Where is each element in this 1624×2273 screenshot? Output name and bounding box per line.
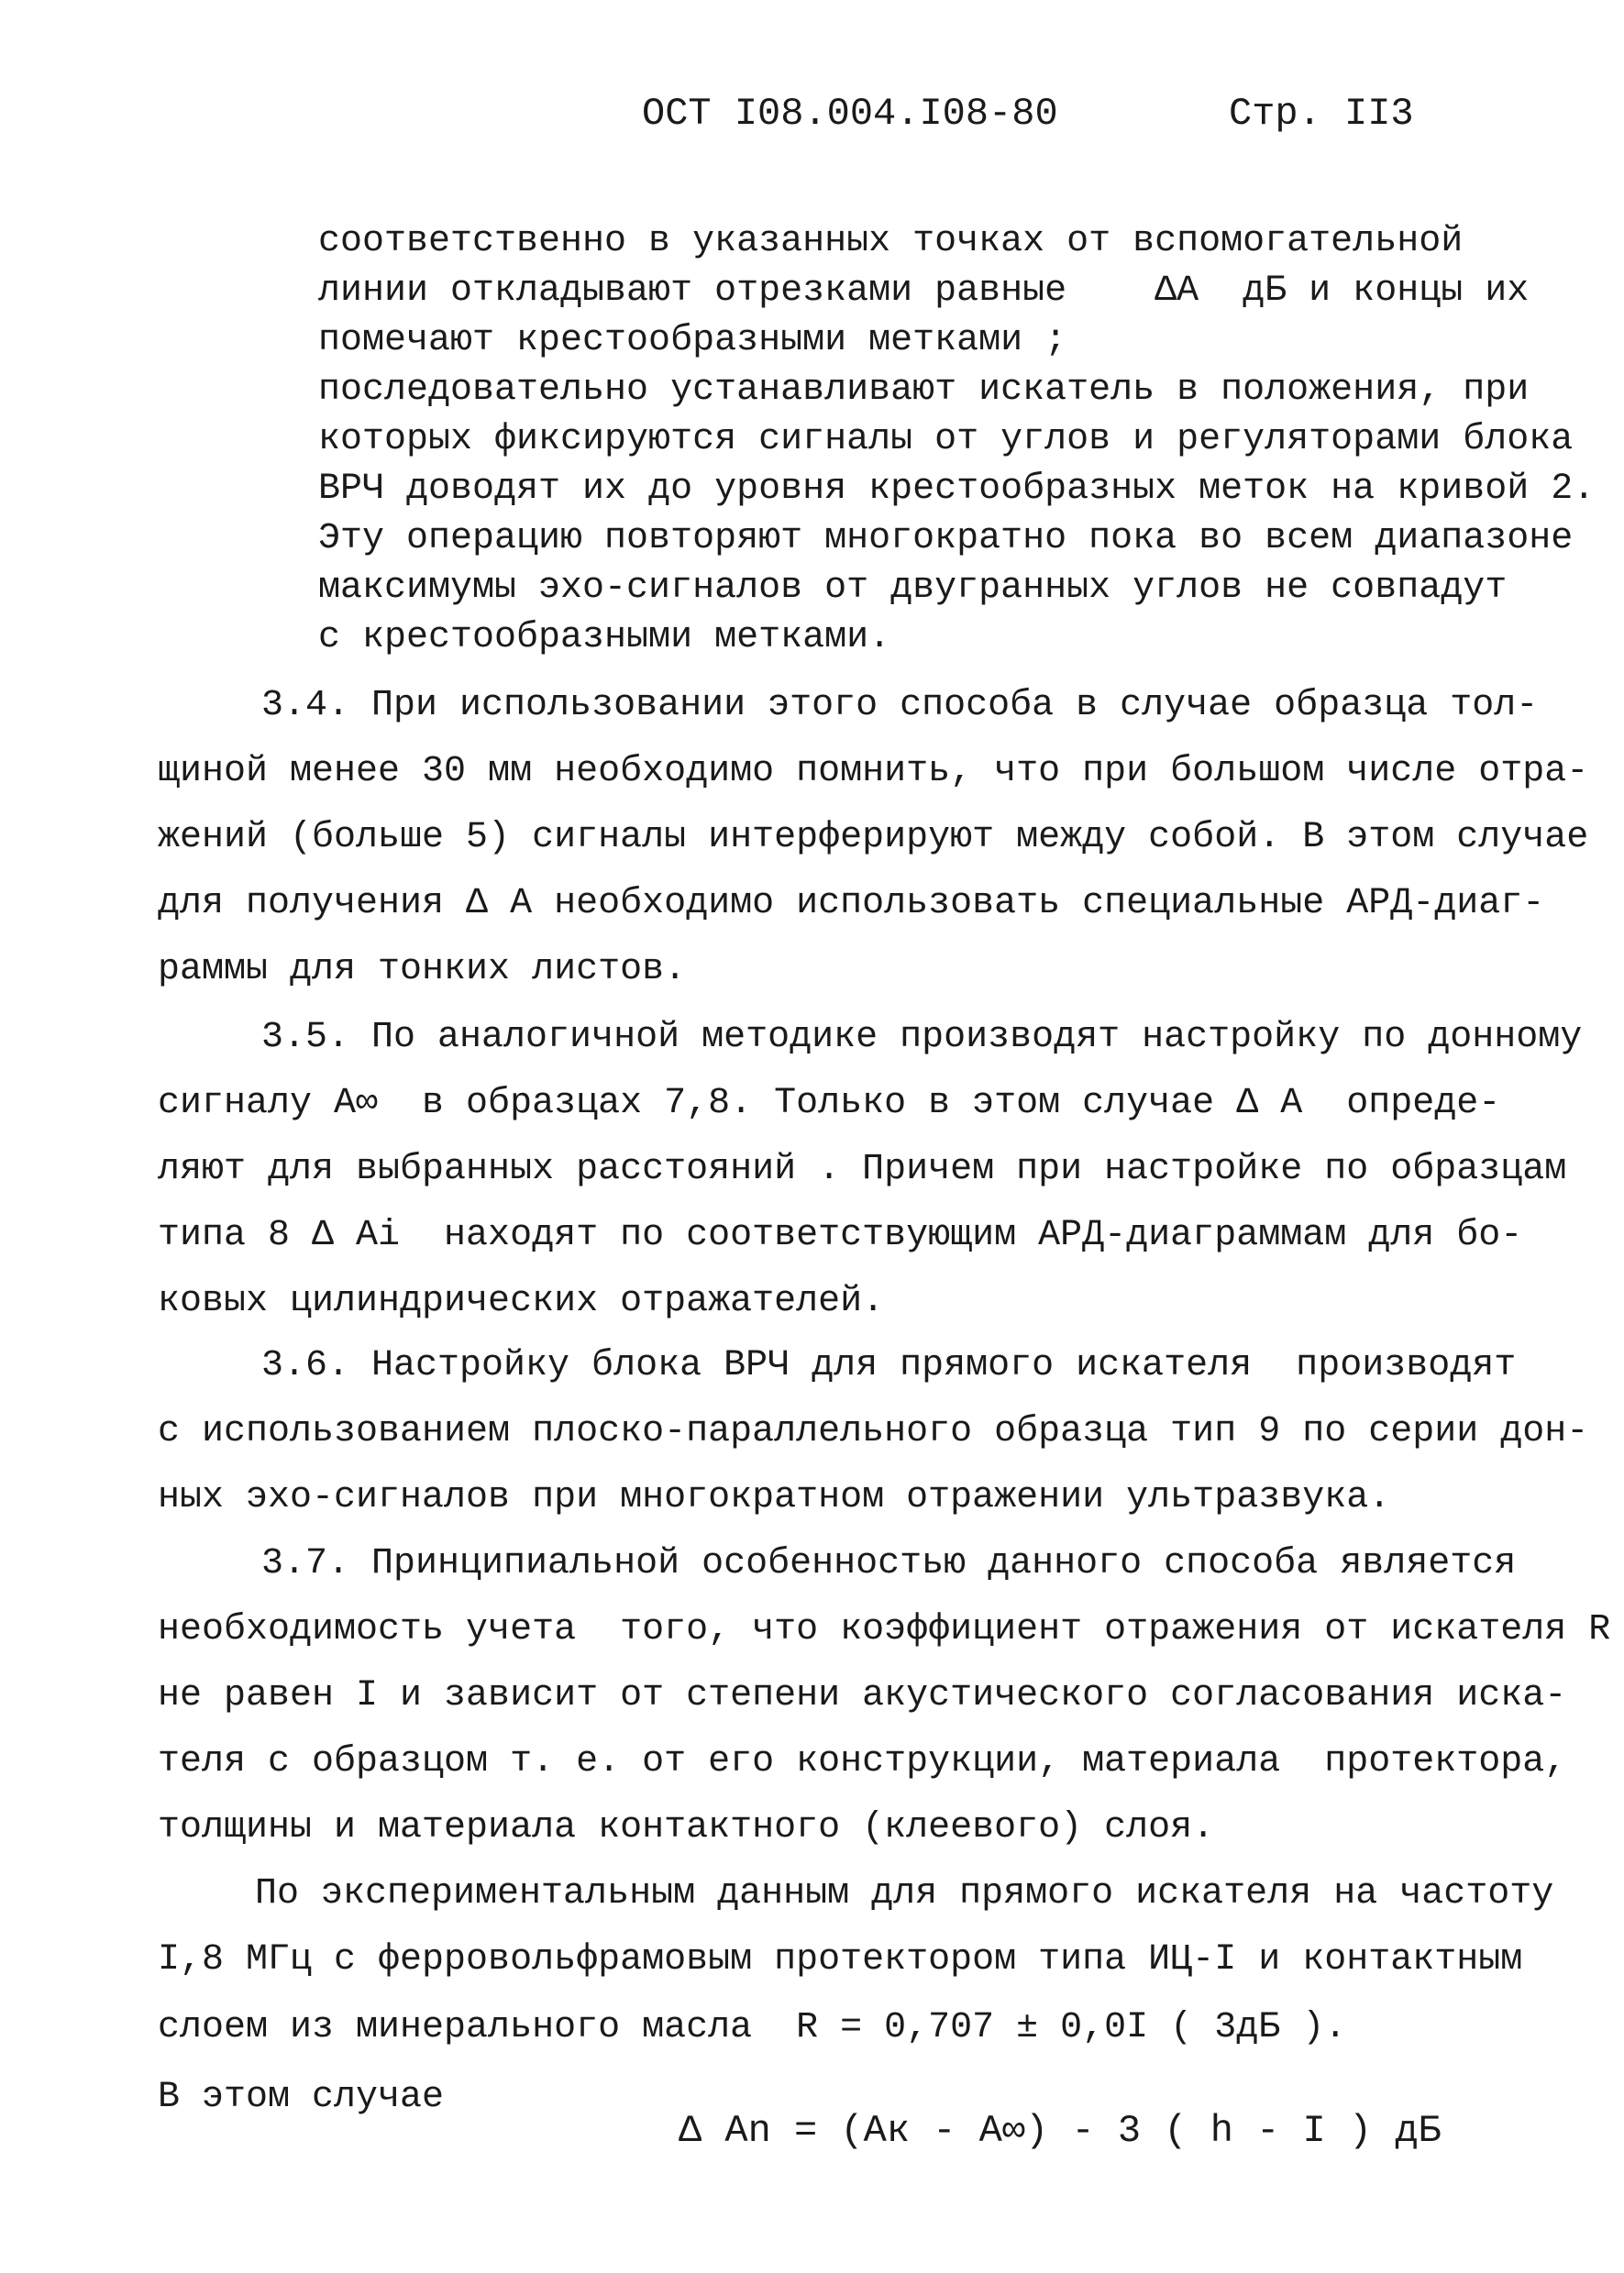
text-line: максимумы эхо-сигналов от двугранных углов не совпадут xyxy=(318,568,1508,609)
text-line: 3.4. При использовании этого способа в случае образца тол- xyxy=(261,685,1539,726)
text-line: По экспериментальным данным для прямого искателя на частоту xyxy=(255,1873,1554,1914)
text-line: помечают крестообразными метками ; xyxy=(318,320,1067,361)
text-line: Эту операцию повторяют многократно пока во всем диапазоне xyxy=(318,518,1574,559)
text-line: которых фиксируются сигналы от углов и регуляторами блока xyxy=(318,419,1574,460)
text-line: сигналу А∞ в образцах 7,8. Только в этом случае Δ А опреде- xyxy=(158,1083,1501,1124)
text-line: 3.6. Настройку блока ВРЧ для прямого искателя производят xyxy=(261,1345,1517,1386)
text-line: с использованием плоско-параллельного образца тип 9 по серии дон- xyxy=(158,1411,1589,1452)
text-line: I,8 МГц с ферровольфрамовым протектором типа ИЦ-I и контактным xyxy=(158,1939,1523,1981)
text-line: соответственно в указанных точках от вспомогательной xyxy=(318,221,1464,262)
text-line: ВРЧ доводят их до уровня крестообразных меток на кривой 2. xyxy=(318,469,1596,510)
text-line: последовательно устанавливают искатель в положения, при xyxy=(318,370,1530,411)
text-line: толщины и материала контактного (клеевого) слоя. xyxy=(158,1807,1215,1848)
text-line: ных эхо-сигналов при многократном отражении ультразвука. xyxy=(158,1477,1391,1518)
text-line: 3.5. По аналогичной методике производят настройку по донному xyxy=(261,1017,1583,1058)
text-line: необходимость учета того, что коэффициент отражения от искателя R xyxy=(158,1609,1611,1650)
text-line: раммы для тонких листов. xyxy=(158,949,687,990)
page-number: Стр. II3 xyxy=(1229,92,1414,136)
text-line: ковых цилиндрических отражателей. xyxy=(158,1281,885,1322)
text-line: не равен I и зависит от степени акустического согласования иска- xyxy=(158,1675,1567,1716)
text-line: жений (больше 5) сигналы интерферируют между собой. В этом случае xyxy=(158,817,1589,858)
text-line: ляют для выбранных расстояний . Причем при настройке по образцам xyxy=(158,1149,1567,1190)
text-line: щиной менее 30 мм необходимо помнить, что при большом числе отра- xyxy=(158,751,1589,792)
text-line: теля с образцом т. е. от его конструкции, материала протектора, xyxy=(158,1741,1567,1782)
case-label: В этом случае xyxy=(158,2077,445,2118)
text-line: слоем из минерального масла R = 0,707 ± 0,0I ( 3дБ ). xyxy=(158,2007,1347,2048)
text-line: с крестообразными метками. xyxy=(318,617,891,658)
text-line: типа 8 Δ Аi находят по соответствующим АРД-диаграммам для бо- xyxy=(158,1215,1523,1256)
formula: Δ Аn = (Ак - А∞) - 3 ( h - I ) дБ xyxy=(679,2109,1442,2153)
text-line: для получения Δ А необходимо использовать специальные АРД-диаг- xyxy=(158,883,1545,924)
text-line: линии откладывают отрезками равные ΔА дБ и концы их xyxy=(318,270,1530,312)
text-line: 3.7. Принципиальной особенностью данного способа является xyxy=(261,1543,1517,1584)
document-code: ОСТ I08.004.I08-80 xyxy=(642,92,1058,136)
